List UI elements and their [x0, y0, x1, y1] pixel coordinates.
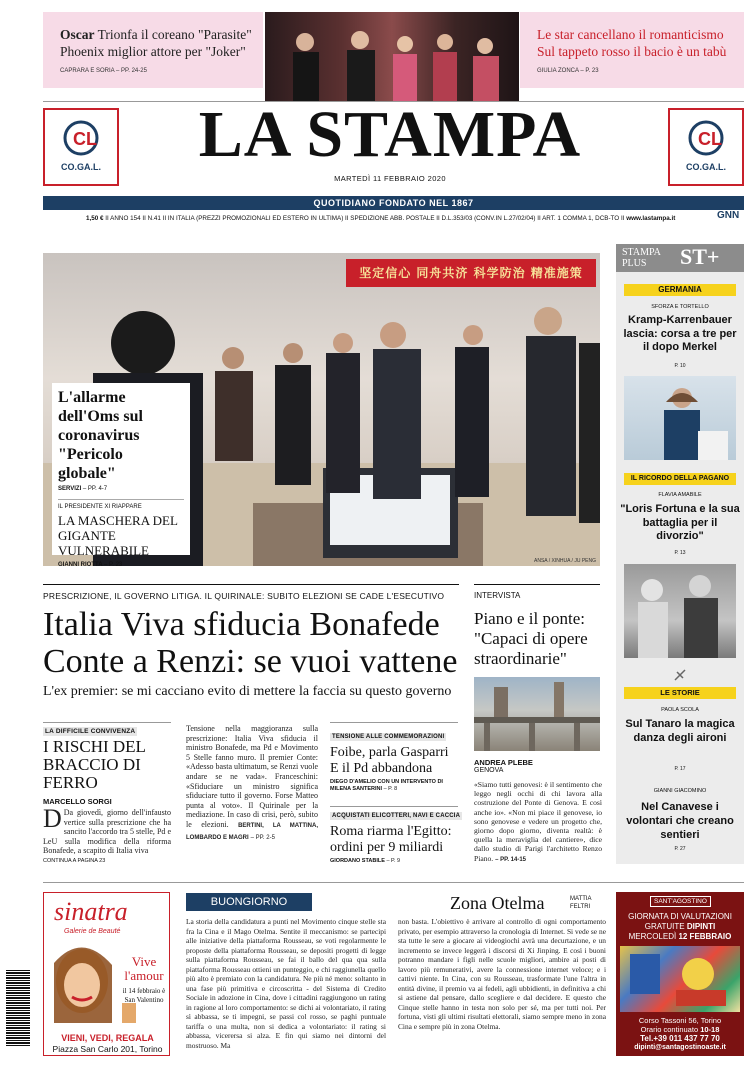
sinatra-address: Piazza San Carlo 201, Torino: [52, 1044, 163, 1054]
sidebar-label-germany: GERMANIA: [624, 284, 736, 296]
risk-title[interactable]: I RISCHI DEL BRACCIO DI FERRO: [43, 737, 146, 792]
sidebar-title-4[interactable]: Nel Canavese i volontari che creano sentieri: [626, 801, 734, 841]
egypt-title[interactable]: Roma riarma l'Egitto: ordini per 9 miliardi: [330, 824, 452, 855]
main-headline-2[interactable]: Conte a Renzi: se vuoi vattene: [43, 643, 458, 680]
santagostino-brand: SANT'AGOSTINO: [650, 896, 711, 907]
romance-byline: GIULIA ZONCA – P. 23: [537, 68, 599, 74]
egypt-byline: GIORDANO STABILE – P. 9: [330, 858, 401, 864]
foibe-title[interactable]: Foibe, parla Gasparri E il Pd abbandona: [330, 745, 449, 776]
gnn-logo: GNN: [717, 210, 740, 221]
interview-kicker: INTERVISTA: [474, 591, 521, 600]
price-line: [86, 214, 726, 223]
cogal-name-left: CO.GA.L.: [61, 162, 101, 172]
bridge-photo: [474, 677, 600, 751]
lead-kicker: IL PRESIDENTE XI RIAPPARE: [58, 504, 142, 510]
interview-rule: [474, 584, 600, 585]
main-kicker: PRESCRIZIONE, IL GOVERNO LITIGA. IL QUIRINALE: SUBITO ELEZIONI SE CADE L'ESECUTIVO: [43, 591, 445, 601]
risk-author: MARCELLO SORGI: [43, 797, 112, 806]
egypt-kicker: ACQUISTATI ELICOTTERI, NAVI E CACCIA: [332, 813, 461, 819]
santagostino-email[interactable]: dipinti@santagostinoaste.it: [634, 1044, 726, 1051]
santagostino-ad[interactable]: [616, 892, 744, 1056]
interview-body: «Siamo tutti genovesi: è il sentimento che leggo negli occhi di chi lavora alla costruzione del Ponte di Genova. E così anche io». «Non mi piace il genovese, io sono genovese e vedere un progetto che, giorno dopo giorno, diventa realtà: è quella la meraviglia del cantiere», dice dallo studio di Parigi l'architetto Renzo Piano. – PP. 14-15: [474, 780, 602, 863]
interview-author: ANDREA PLEBE: [474, 758, 533, 767]
lead-title: L'allarme dell'Oms sul coronavirus "Pericolo globale": [58, 389, 143, 482]
akk-photo: [624, 376, 736, 460]
photo-credit: ANSA / XINHUA / JU PENG: [534, 558, 596, 564]
sidebar-byline-3: PAOLA SCOLA: [661, 707, 699, 713]
banner-chinese: 坚定信心 同舟共济 科学防治 精准施策: [346, 259, 596, 287]
otelma-title[interactable]: Zona Otelma: [450, 893, 545, 913]
sidebar-byline-1: SFORZA E TORTELLO: [651, 304, 709, 310]
santagostino-addr: Corso Tassoni 56, Torino: [638, 1016, 722, 1025]
lead-divider: [58, 499, 184, 500]
sinatra-date: il 14 febbraio è San Valentino: [122, 987, 166, 1004]
lead-servizi: SERVIZI – PP. 4-7: [58, 486, 108, 492]
top-right-text: Le star cancellano il romanticismo Sul tappeto rosso il bacio è un tabù: [537, 27, 727, 59]
masthead-date: MARTEDÌ 11 FEBBRAIO 2020: [334, 174, 446, 183]
risk-body: D Da giovedì, giorno dell'infausto vertice sulla prescrizione che ha sancito l'accordo tra 5 stelle, Pd e LeU sulla modifica della riforma Bonafede, a scapito di Italia viva: [43, 804, 171, 856]
sinatra-tagline: Galerie de Beauté: [64, 928, 121, 935]
cogal-name-right: CO.GA.L.: [686, 162, 726, 172]
price: 1,50 €: [86, 215, 104, 222]
top-photo-oscar: [265, 12, 519, 102]
egypt-rule: [330, 806, 458, 807]
main-subhead: L'ex premier: se mi cacciano evito di mettere la faccia su questo governo: [43, 684, 452, 699]
otelma-author: MATTIA FELTRI: [570, 896, 592, 910]
sidebar-page-3: P. 17: [674, 766, 686, 772]
tension-body: Tensione nella maggioranza sulla prescrizione: Italia Viva sfiducia il ministro Bonafede, ma Pd e Movimento 5 Stelle fanno muro. Il premier Conte: «Adesso basta ultimatum, se Renzi vuole andare se ne vada». Franceschini: «Sfiduciare un ministro significa sfiduciare tutto il governo. Forse Matteo punta al voto». Il Quirinale per la mediazione. In caso di crisi, però, subito le elezioni. BERTINI, LA MATTINA, LOMBARDO E MAGRI – PP. 2-5: [186, 724, 319, 841]
santagostino-phone: Tel.+39 011 437 77 70: [640, 1034, 720, 1043]
foibe-kicker: TENSIONE ALLE COMMEMORAZIONI: [332, 734, 445, 740]
lead-sub: LA MASCHERA DEL GIGANTE VULNERABILE: [58, 513, 178, 558]
lead-author: GIANNI RIOTTA – P. 23: [58, 562, 123, 568]
sinatra-ad[interactable]: [43, 892, 170, 1056]
risk-continue: CONTINUA A PAGINA 23: [43, 858, 106, 864]
sidebar-page-2: P. 13: [674, 550, 686, 556]
cogal-logo-icon: [45, 110, 117, 162]
svg-text:CL: CL: [73, 129, 97, 149]
buongiorno-label: BUONGIORNO: [186, 893, 312, 911]
sinatra-vive: Vive l'amour: [124, 954, 164, 983]
drop-cap: D: [43, 804, 62, 833]
oscar-label: Oscar: [60, 27, 95, 42]
sidebar-label-stories: LE STORIE: [624, 687, 736, 699]
sidebar-page-1: P. 10: [674, 363, 686, 369]
divider-leaf-icon: [673, 668, 687, 682]
painting: [620, 946, 740, 1012]
founded-bar: QUOTIDIANO FONDATO NEL 1867: [43, 196, 744, 210]
foibe-byline: DIEGO D'AMELIO CON UN INTERVENTO DI MILENA SANTERINI – P. 8: [330, 779, 443, 792]
oscar-text: Trionfa il coreano "Parasite" Phoenix miglior attore per "Joker": [60, 27, 252, 59]
main-headline-1[interactable]: Italia Viva sfiducia Bonafede: [43, 606, 440, 643]
masthead-ad-right[interactable]: [668, 108, 744, 186]
sidebar-brand-mark: ST+: [680, 244, 720, 269]
foibe-rule: [330, 722, 458, 723]
sinatra-brand: sinatra: [54, 897, 128, 926]
risk-kicker: LA DIFFICILE CONVIVENZA: [45, 728, 136, 735]
interview-title[interactable]: Piano e il ponte: "Capaci di opere straordinarie": [474, 609, 588, 668]
oscar-byline: CAPRARA E SORIA – PP. 24-25: [60, 68, 147, 74]
sidebar-title-1[interactable]: Kramp-Karrenbauer lascia: corsa a tre per il dopo Merkel: [623, 314, 737, 353]
svg-text:CL: CL: [698, 129, 722, 149]
santagostino-hours: Orario continuato 10-18: [640, 1025, 720, 1034]
bottom-rule: [43, 882, 744, 883]
santagostino-l3: MERCOLEDÌ 12 FEBBRAIO: [628, 932, 732, 941]
main-rule: [43, 584, 459, 585]
sidebar-byline-4: GIANNI GIACOMINO: [653, 788, 707, 794]
masthead-ad-left[interactable]: [43, 108, 119, 186]
otelma-body: non basta. L'obiettivo è arrivare al controllo di ogni comportamento privato, per esempio attraverso la cronologia di Internet. Si vede se ne sta tutte le sere a giocare ai videogiochi avrà una decurtazione, e un incremento se invece leggerà i discorsi di Xi Jinping. E così i buoni potranno mandare i figli nelle scuole migliori, ambire ai posti di lavoro più remunerativi, avere la connessione internet veloce; e i cattivi niente. In Cina, con su Rousseau, trasformate l'une l'altra in entità divine, il premio va ai fedeli, agli ubbidienti, in definitiva a chi si astiene dal pensare, dallo scegliere e dal decidere. E questo che Cinque stelle hanno in testa non solo per sé, ma per tutti noi. Per fortuna, visti gli ultimi risultati elettorali, siamo sempre meno in zona Cina e sempre più in zona Otelma.: [398, 917, 606, 1031]
sidebar-brand: STAMPA PLUS: [622, 247, 661, 269]
fortuna-photo: [624, 564, 736, 658]
lead-box[interactable]: [52, 383, 190, 568]
oscar-crowd-icon: [265, 12, 519, 102]
painting-icon: [620, 946, 740, 1012]
sidebar-page-4: P. 27: [674, 846, 686, 852]
santagostino-l1: GIORNATA DI VALUTAZIONI: [628, 912, 732, 921]
edition-info: II ANNO 154 II N.41 II IN ITALIA (PREZZI PROMOZIONALI ED ESTERO IN ULTIMA) II SPEDIZIONE ABB. POSTALE II D.L.353/03 (CONV.IN L.27/02/04) II ART. 1 COMMA 1, DCB-TO II: [105, 215, 625, 222]
sidebar-title-2[interactable]: "Loris Fortuna e la sua battaglia per il divorzio": [620, 503, 740, 542]
sidebar-byline-2: FLAVIA AMABILE: [658, 492, 702, 498]
masthead-title: LA STAMPA: [198, 98, 582, 171]
sidebar-label-pagano: IL RICORDO DELLA PAGANO: [624, 473, 736, 485]
risk-rule: [43, 722, 171, 723]
speaker-icon: [624, 376, 736, 460]
people-bw-icon: [624, 564, 736, 658]
santagostino-l2: GRATUITE DIPINTI: [644, 922, 716, 931]
barcode: [6, 970, 30, 1046]
sinatra-cta: VIENI, VEDI, REGALA: [61, 1033, 154, 1043]
site-link[interactable]: www.lastampa.it: [626, 215, 676, 222]
interview-place: GENOVA: [474, 767, 504, 774]
bridge-icon: [474, 677, 600, 751]
top-left-text: [60, 26, 260, 60]
buongiorno-body: La storia della candidatura a punti nel Movimento cinque stelle sta fra la Cina e il Mago Otelma. Sentite il meccanismo: se partecipi alle iniziative della piattaforma Rousseau, se voti regolarmente le proposte della piattaforma Rousseau, se depositi progetti di legge sulla piattaforma Rousseau, se fai il ballo del qua qua sulla piattaforma Rousseau ottieni un punteggio, e chi raggiunella quello più alto è premiato con la candidatura. Ne più né meno: soltanto in una fase più primitiva e circoscritta - del Sistema di Credito Sociale in adozione in Cina, dove i cittadini raggiungono un rating in ragione al loro comportamento: se dichi ai volontariato, il rating sì abbassa, se ti impegni, se passi col rosso, se paghi puntuale tariffa o una multa, non si dedica a volontariato: il rating si abbassa, vicerersa si alza. E fin qui siamo nei dintorni del mostruoso. Ma: [186, 917, 386, 1050]
sidebar-title-3[interactable]: Sul Tanaro la magica danza degli aironi: [625, 718, 735, 744]
cogal-logo-icon: [670, 110, 742, 162]
